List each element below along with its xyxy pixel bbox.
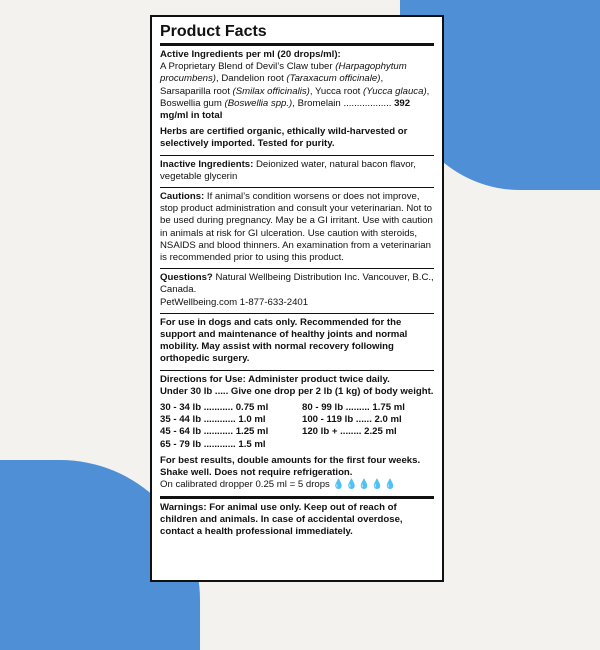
questions-contact: PetWellbeing.com 1-877-633-2401 xyxy=(160,296,309,308)
cautions-heading: Cautions: xyxy=(160,191,205,203)
active-heading: Active Ingredients per ml (20 drops/ml): xyxy=(160,49,341,60)
dosage-row: 30 - 34 lb ........... 0.75 ml xyxy=(160,402,269,414)
dosage-table xyxy=(160,402,434,451)
warnings-text: For animal use only. Keep out of reach of children and animals. In case of accidental overdose, contact a health professional immediately. xyxy=(160,501,403,537)
warnings-heading: Warnings: xyxy=(160,501,207,513)
active-latin-4: (Yucca glauca) xyxy=(363,85,427,97)
dosage-row: 100 - 119 lb ...... 2.0 ml xyxy=(302,414,402,426)
active-latin-2: (Taraxacum officinale) xyxy=(286,73,381,85)
cautions-text: If animal’s condition worsens or does not improve, stop product administration and consult your veterinarian. Not to be used during pregnancy. May be a GI irritant. Use with caution in animals at risk for GI ulceration. Use caution with steroids, NSAIDS and blood thinners. An examination from a veterinarian is recommended prior to using this product. xyxy=(160,191,433,264)
inactive-text: Deionized water, natural bacon flavor, vegetable glycerin xyxy=(160,158,416,182)
directions-dropper xyxy=(160,479,434,491)
directions-shake: Shake well. Does not require refrigeration. xyxy=(160,467,353,479)
questions-heading: Questions? xyxy=(160,272,213,284)
active-latin-5: (Boswellia spp.) xyxy=(224,97,293,109)
active-text xyxy=(160,61,434,122)
active-text-3: , Sarsaparilla root xyxy=(160,73,384,97)
questions-text: Natural Wellbeing Distribution Inc. Vancouver, B.C., Canada. xyxy=(160,272,434,296)
herbs-statement: Herbs are certified organic, ethically wild-harvested or selectively imported. Tested for purity. xyxy=(160,126,408,150)
directions-heading: Directions for Use: Administer product twice daily. xyxy=(160,373,390,385)
directions-section xyxy=(160,370,434,496)
active-text-2: , Dandelion root xyxy=(216,73,287,85)
active-text-5: , Boswellia gum xyxy=(160,85,430,109)
dosage-row: 65 - 79 lb ............ 1.5 ml xyxy=(160,438,266,450)
dosage-column-right xyxy=(302,402,434,451)
active-latin-3: (Smilax officinalis) xyxy=(232,85,310,97)
active-latin-1: (Harpagophytum procumbens) xyxy=(160,61,407,85)
droplet-icon: 💧💧💧💧💧 xyxy=(332,479,398,491)
label-title: Product Facts xyxy=(160,23,267,40)
questions-section xyxy=(160,268,434,313)
active-dots: .................. xyxy=(343,97,392,109)
active-ingredients-section xyxy=(160,43,434,155)
directions-best-results: For best results, double amounts for the first four weeks. xyxy=(160,454,421,466)
product-facts-label xyxy=(150,15,444,582)
dosage-row: 45 - 64 lb ........... 1.25 ml xyxy=(160,426,269,438)
inactive-heading: Inactive Ingredients: xyxy=(160,158,254,170)
directions-under30: Under 30 lb ..... Give one drop per 2 lb (1 kg) of body weight. xyxy=(160,385,434,397)
active-text-4: , Yucca root xyxy=(309,85,363,97)
inactive-ingredients-section xyxy=(160,155,434,187)
active-text-1: A Proprietary Blend of Devil’s Claw tuber xyxy=(160,61,336,73)
active-total: 392 mg/ml in total xyxy=(160,97,411,122)
dosage-row: 120 lb + ........ 2.25 ml xyxy=(302,426,397,438)
use-statement: For use in dogs and cats only. Recommended for the support and maintenance of healthy joints and normal mobility. May assist with normal recovery following orthopedic surgery. xyxy=(160,313,434,370)
active-text-6: , Bromelain xyxy=(292,97,344,109)
dosage-row: 80 - 99 lb ......... 1.75 ml xyxy=(302,402,405,414)
dosage-row: 35 - 44 lb ............ 1.0 ml xyxy=(160,414,266,426)
cautions-section xyxy=(160,187,434,268)
dropper-text: On calibrated dropper 0.25 ml = 5 drops xyxy=(160,479,330,491)
warnings-section xyxy=(160,496,434,543)
dosage-column-left xyxy=(160,402,292,451)
